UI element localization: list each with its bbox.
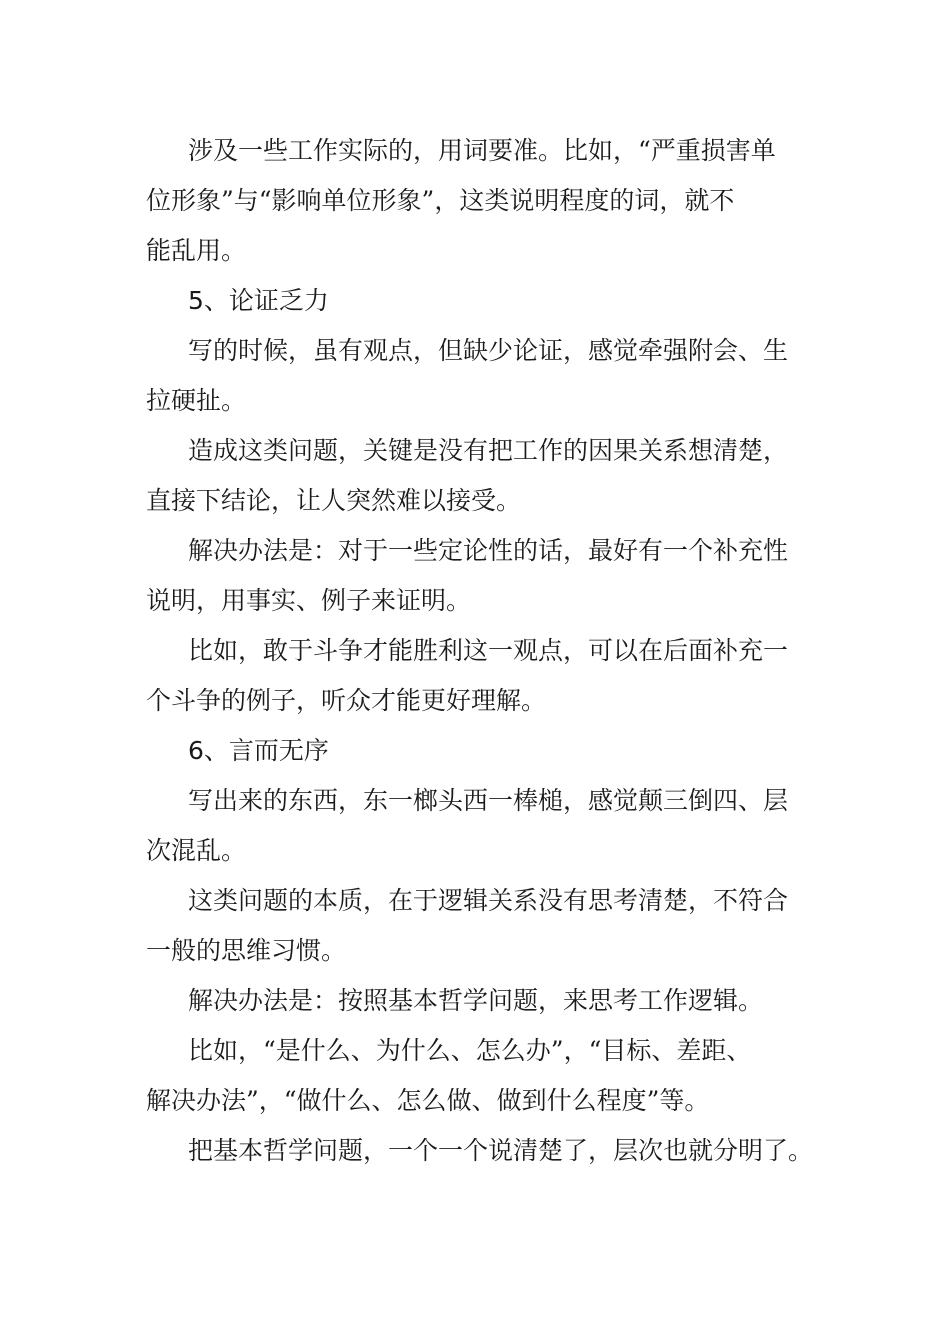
text-line: 比如，敢于斗争才能胜利这一观点，可以在后面补充一: [188, 636, 789, 665]
paragraph-cause: [146, 426, 826, 526]
text-line: 位形象”与“影响单位形象”，这类说明程度的词，就不: [146, 186, 735, 215]
section-heading-5: [146, 276, 826, 326]
text-line: 解决办法”，“做什么、怎么做、做到什么程度”等。: [146, 1086, 710, 1115]
text-line: 次混乱。: [146, 836, 247, 865]
heading-text: 5、论证乏力: [188, 286, 329, 315]
text-line: 解决办法是：对于一些定论性的话，最好有一个补充性: [188, 536, 789, 565]
text-line: 把基本哲学问题，一个一个说清楚了，层次也就分明了。: [188, 1136, 814, 1165]
text-line: 解决办法是：按照基本哲学问题，来思考工作逻辑。: [188, 986, 764, 1015]
text-line: 个斗争的例子，听众才能更好理解。: [146, 686, 547, 715]
document-body: [146, 126, 826, 1176]
text-line: 比如，“是什么、为什么、怎么办”，“目标、差距、: [188, 1036, 752, 1065]
text-line: 说明，用事实、例子来证明。: [146, 586, 472, 615]
text-line: 能乱用。: [146, 236, 247, 265]
text-line: 造成这类问题，关键是没有把工作的因果关系想清楚，: [188, 436, 789, 465]
heading-text: 6、言而无序: [188, 736, 329, 765]
text-line: 这类问题的本质，在于逻辑关系没有思考清楚，不符合: [188, 886, 789, 915]
text-line: 一般的思维习惯。: [146, 936, 347, 965]
text-line: 拉硬扯。: [146, 386, 247, 415]
text-line: 涉及一些工作实际的，用词要准。比如，“严重损害单: [188, 136, 776, 165]
paragraph-example: [146, 626, 826, 726]
paragraph-word-precision: [146, 126, 826, 276]
paragraph-example-questions: [146, 1026, 826, 1126]
paragraph-solution: [146, 526, 826, 626]
paragraph-solution-logic: [146, 976, 826, 1026]
paragraph-conclusion: [146, 1126, 826, 1176]
text-line: 直接下结论，让人突然难以接受。: [146, 486, 522, 515]
paragraph-essence: [146, 876, 826, 976]
text-line: 写出来的东西，东一榔头西一棒槌，感觉颠三倒四、层: [188, 786, 789, 815]
paragraph-lack-argument: [146, 326, 826, 426]
section-heading-6: [146, 726, 826, 776]
text-line: 写的时候，虽有观点，但缺少论证，感觉牵强附会、生: [188, 336, 789, 365]
paragraph-disorder: [146, 776, 826, 876]
